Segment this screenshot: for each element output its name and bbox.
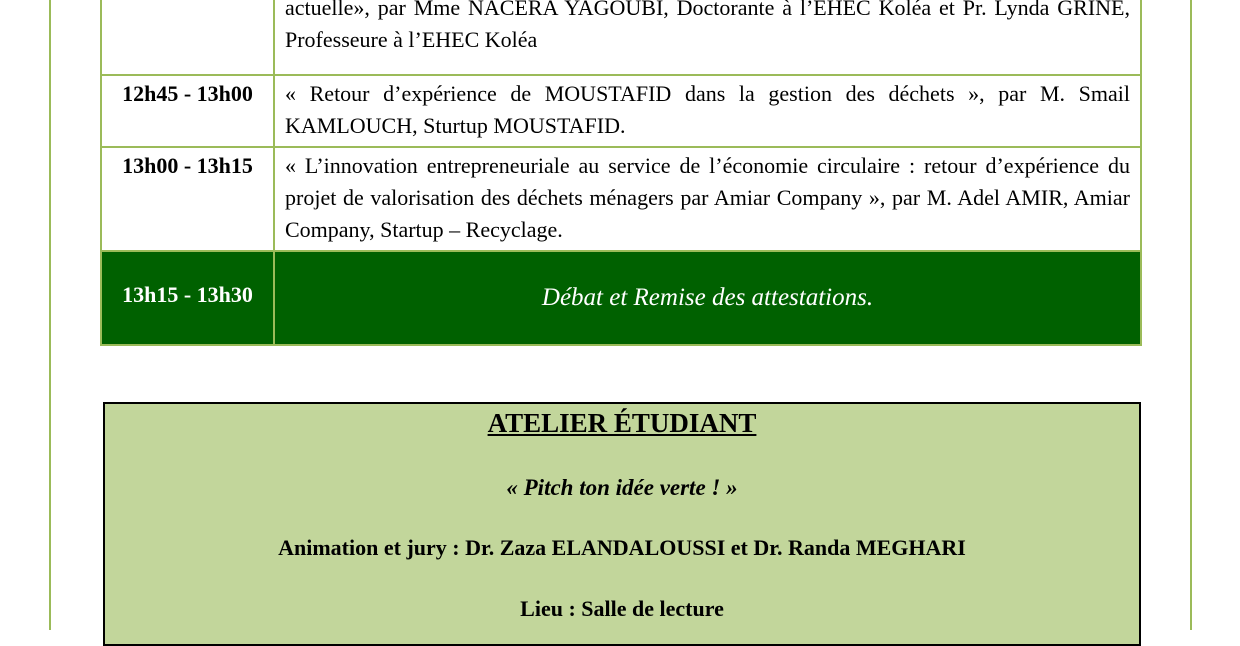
schedule-row (101, 0, 1141, 75)
schedule-description: actuelle», par Mme NACERA YAGOUBI, Doctorante à l’EHEC Koléa et Pr. Lynda GRINE, Professeure à l’EHEC Koléa (274, 0, 1141, 75)
atelier-etudiant-box (103, 402, 1141, 646)
page-border-left (49, 0, 51, 630)
schedule-description: « Retour d’expérience de MOUSTAFID dans la gestion des déchets », par M. Smail KAMLOUCH, Sturtup MOUSTAFID. (274, 75, 1141, 147)
atelier-location: Lieu : Salle de lecture (520, 596, 724, 621)
schedule-row-highlight (101, 251, 1141, 345)
atelier-title: ATELIER ÉTUDIANT (487, 408, 757, 438)
program-schedule-table (100, 0, 1142, 346)
schedule-time: 12h45 - 13h00 (101, 75, 274, 147)
schedule-description-highlight: Débat et Remise des attestations. (274, 251, 1141, 345)
schedule-time: 13h00 - 13h15 (101, 147, 274, 251)
schedule-row (101, 147, 1141, 251)
schedule-time (101, 0, 274, 75)
schedule-description: « L’innovation entrepreneuriale au service de l’économie circulaire : retour d’expérience du projet de valorisation des déchets ménagers par Amiar Company », par M. Adel AMIR, Amiar Company, Startup – Recyclage. (274, 147, 1141, 251)
page-border-right (1190, 0, 1192, 630)
schedule-row (101, 75, 1141, 147)
schedule-time: 13h15 - 13h30 (101, 251, 274, 345)
atelier-animation-jury: Animation et jury : Dr. Zaza ELANDALOUSSI et Dr. Randa MEGHARI (278, 535, 966, 560)
atelier-subtitle: « Pitch ton idée verte ! » (506, 475, 738, 500)
